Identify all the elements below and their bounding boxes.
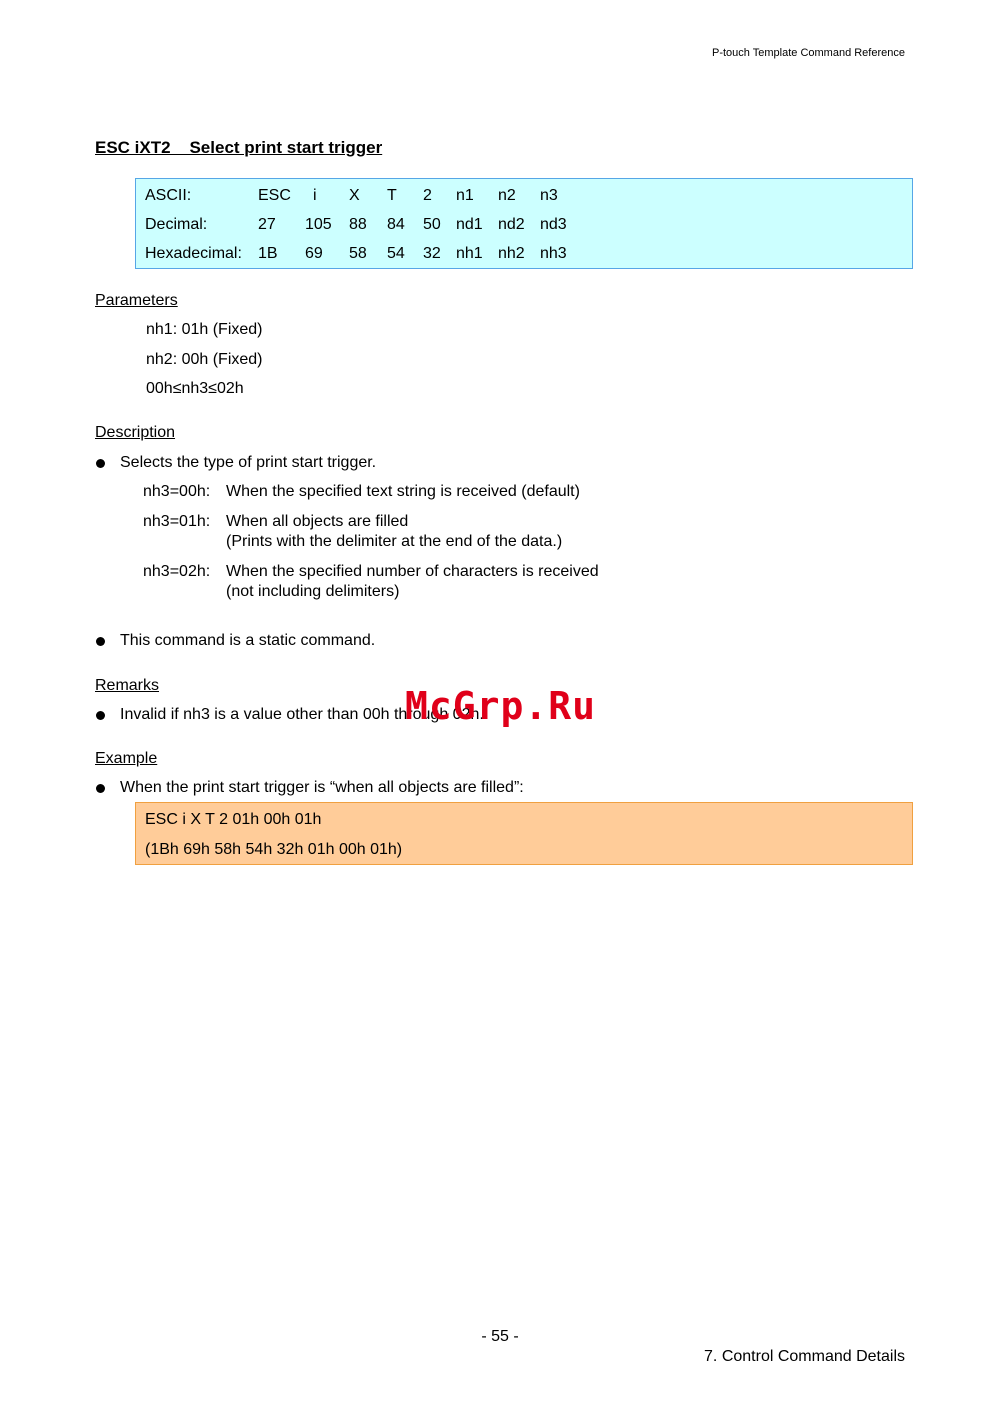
cell: 2 <box>423 187 432 204</box>
cell: 58 <box>349 245 367 262</box>
command-table <box>135 178 913 269</box>
cell: 1B <box>258 245 278 262</box>
cell: 105 <box>305 216 332 233</box>
option-text: When the specified number of characters is received <box>226 563 599 580</box>
row-label: Decimal: <box>145 216 208 233</box>
cell: n1 <box>456 187 474 204</box>
cell: n3 <box>540 187 558 204</box>
bullet-icon <box>96 784 105 793</box>
option-key: nh3=00h: <box>143 483 211 500</box>
bullet-icon <box>96 711 105 720</box>
option-text: When all objects are filled <box>226 513 409 530</box>
cell: n2 <box>498 187 516 204</box>
watermark: McGrp.Ru <box>405 684 597 728</box>
option-text-continued: (not including delimiters) <box>226 583 400 600</box>
parameter-line: nh1: 01h (Fixed) <box>146 321 263 338</box>
remarks-text: Invalid if nh3 is a value other than 00h through 02h. <box>120 706 484 723</box>
example-text: When the print start trigger is “when all objects are filled”: <box>120 779 524 796</box>
cell: nh2 <box>498 245 525 262</box>
cell: nd1 <box>456 216 483 233</box>
cell: nh1 <box>456 245 483 262</box>
parameter-line: nh2: 00h (Fixed) <box>146 351 263 368</box>
example-heading: Example <box>95 750 158 767</box>
bullet-icon <box>96 637 105 646</box>
option-text-continued: (Prints with the delimiter at the end of the data.) <box>226 533 563 550</box>
cell: X <box>349 187 360 204</box>
bullet-icon <box>96 459 105 468</box>
cell: nd2 <box>498 216 525 233</box>
description-heading: Description <box>95 424 176 441</box>
option-key: nh3=01h: <box>143 513 211 530</box>
cell: 50 <box>423 216 441 233</box>
cell: ESC <box>258 187 291 204</box>
parameter-line: 00h≤nh3≤02h <box>146 380 244 397</box>
parameters-heading: Parameters <box>95 292 178 309</box>
cell: 32 <box>423 245 441 262</box>
cell: 88 <box>349 216 367 233</box>
option-text: When the specified text string is received (default) <box>226 483 580 500</box>
example-code-line: (1Bh 69h 58h 54h 32h 01h 00h 01h) <box>145 841 403 858</box>
cell: 27 <box>258 216 276 233</box>
cell: 54 <box>387 245 405 262</box>
remarks-heading: Remarks <box>95 677 160 694</box>
option-key: nh3=02h: <box>143 563 211 580</box>
example-code-box <box>135 802 913 865</box>
cell: nd3 <box>540 216 567 233</box>
description-text: Selects the type of print start trigger. <box>120 454 377 471</box>
row-label: Hexadecimal: <box>145 245 242 262</box>
running-header: P-touch Template Command Reference <box>711 47 905 59</box>
example-code-line: ESC i X T 2 01h 00h 01h <box>145 811 322 828</box>
cell: i <box>313 187 317 204</box>
description-text: This command is a static command. <box>120 632 376 649</box>
footer-section: 7. Control Command Details <box>704 1348 905 1365</box>
cell: nh3 <box>540 245 567 262</box>
row-label: ASCII: <box>145 187 192 204</box>
cell: 69 <box>305 245 323 262</box>
cell: T <box>387 187 397 204</box>
cell: 84 <box>387 216 405 233</box>
page-number: - 55 - <box>481 1328 519 1345</box>
page-title: ESC iXT2 Select print start trigger <box>95 138 383 157</box>
